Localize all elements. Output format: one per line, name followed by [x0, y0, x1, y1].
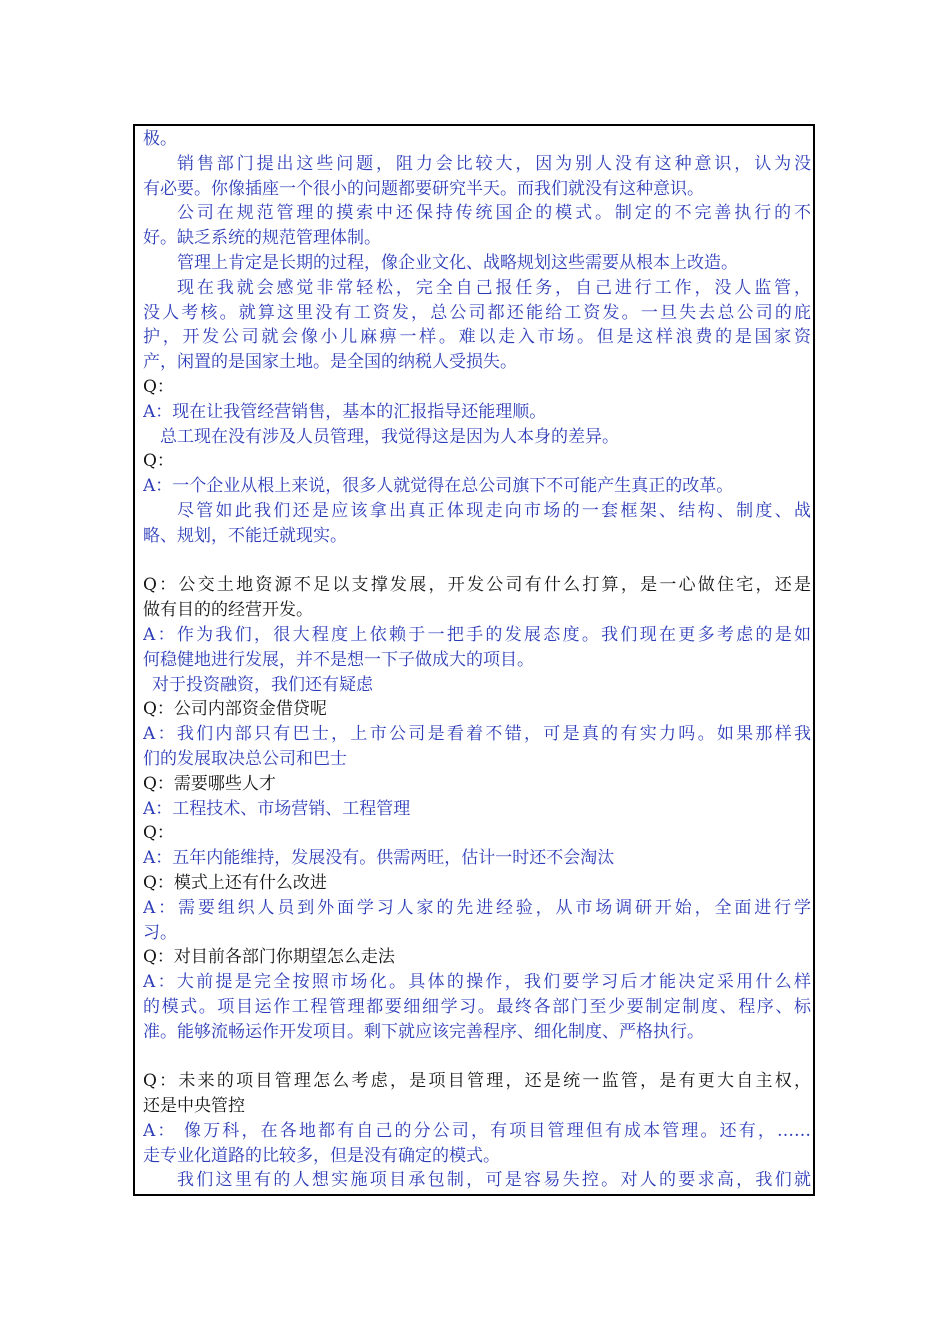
question-line: Q：公交土地资源不足以支撑发展，开发公司有什么打算，是一心做住宅，还是: [143, 575, 811, 596]
text-line: 好。缺乏系统的规范管理体制。: [143, 228, 381, 249]
text-line: 管理上肯定是长期的过程，像企业文化、战略规划这些需要从根本上改造。: [177, 252, 738, 273]
text-line: 对于投资融资，我们还有疑虑: [152, 674, 373, 695]
text-line: 总工现在没有涉及人员管理，我觉得这是因为人本身的差异。: [160, 426, 619, 447]
question-line: Q：: [143, 376, 174, 397]
text-line: 尽管如此我们还是应该拿出真正体现走向市场的一套框架、结构、制度、战: [177, 500, 811, 521]
text-line: 公司在规范管理的摸索中还保持传统国企的模式。制定的不完善执行的不: [177, 203, 811, 224]
question-line: Q：公司内部资金借贷呢: [143, 699, 327, 720]
text-line: 现在我就会感觉非常轻松，完全自己报任务，自己进行工作，没人监管，: [177, 277, 811, 298]
answer-line: A：需要组织人员到外面学习人家的先进经验，从市场调研开始，全面进行学: [143, 897, 811, 918]
text-line: 没人考核。就算这里没有工资发，总公司都还能给工资发。一旦失去总公司的庇: [143, 302, 811, 323]
text-line: 我们这里有的人想实施项目承包制，可是容易失控。对人的要求高，我们就: [177, 1170, 811, 1191]
text-line: 销售部门提出这些问题，阻力会比较大，因为别人没有这种意识，认为没: [177, 153, 811, 174]
blank-line: [143, 549, 811, 574]
answer-line: A：工程技术、市场营销、工程管理: [143, 798, 411, 819]
answer-line: A：大前提是完全按照市场化。具体的操作，我们要学习后才能决定采用什么样: [143, 972, 811, 993]
question-line: Q：对目前各部门你期望怎么走法: [143, 947, 395, 968]
answer-line: A：我们内部只有巴士，上市公司是看着不错，可是真的有实力吗。如果那样我: [143, 724, 811, 745]
question-line: Q：: [143, 823, 174, 844]
text-line: 护，开发公司就会像小儿麻痹一样。难以走入市场。但是这样浪费的是国家资: [143, 327, 811, 348]
text-line: 的模式。项目运作工程管理都要细细学习。最终各部门至少要制定制度、程序、标: [143, 996, 811, 1017]
text-line: 略、规划，不能迁就现实。: [143, 525, 347, 546]
text-line: 有必要。你像插座一个很小的问题都要研究半天。而我们就没有这种意识。: [143, 178, 704, 199]
answer-line: A： 像万科，在各地都有自己的分公司，有项目管理但有成本管理。还有，……: [143, 1120, 811, 1141]
question-line: Q：未来的项目管理怎么考虑，是项目管理，还是统一监管，是有更大自主权，: [143, 1071, 811, 1092]
document-frame: [133, 124, 815, 1196]
text-line: 何稳健地进行发展，并不是想一下子做成大的项目。: [143, 649, 534, 670]
text-line: 们的发展取决总公司和巴士: [143, 748, 347, 769]
answer-line: A：五年内能维持，发展没有。供需两旺，估计一时还不会淘汰: [143, 848, 615, 869]
blank-line: [143, 1044, 811, 1069]
text-line: 习。: [143, 922, 177, 943]
question-line: Q：需要哪些人才: [143, 773, 276, 794]
text-line: 走专业化道路的比较多，但是没有确定的模式。: [143, 1145, 500, 1166]
document-content: [143, 127, 811, 1193]
answer-line: A：一个企业从根上来说，很多人就觉得在总公司旗下不可能产生真正的改革。: [143, 476, 734, 497]
answer-line: A：现在让我管经营销售，基本的汇报指导还能理顺。: [143, 401, 547, 422]
text-line: 做有目的的经营开发。: [143, 600, 313, 621]
text-line: 准。能够流畅运作开发项目。剩下就应该完善程序、细化制度、严格执行。: [143, 1021, 704, 1042]
text-line: 还是中央管控: [143, 1096, 245, 1117]
text-line: 极。: [143, 129, 177, 149]
text-line: 产，闲置的是国家土地。是全国的纳税人受损失。: [143, 352, 517, 373]
question-line: Q：模式上还有什么改进: [143, 872, 327, 893]
question-line: Q：: [143, 451, 174, 472]
answer-line: A：作为我们，很大程度上依赖于一把手的发展态度。我们现在更多考虑的是如: [143, 624, 811, 645]
